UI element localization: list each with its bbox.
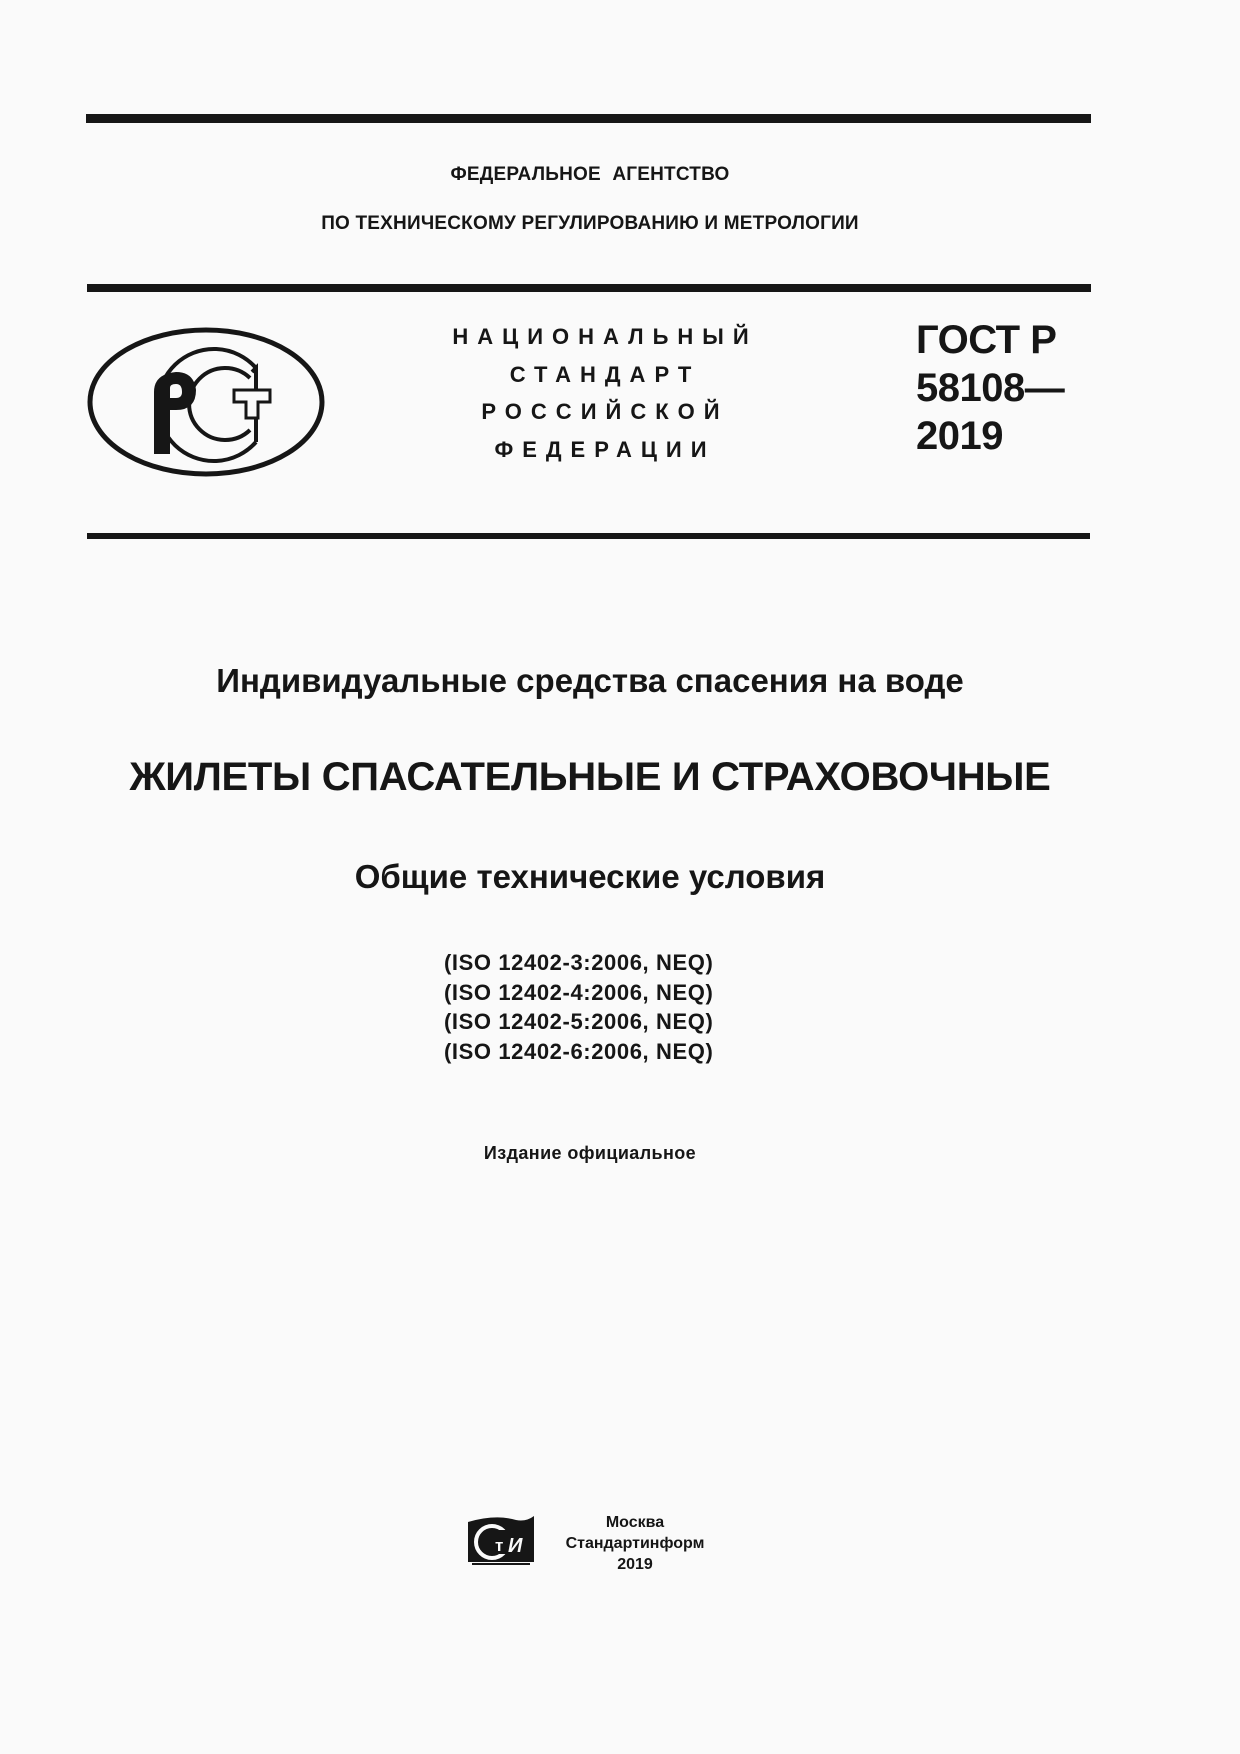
designation-line-1: ГОСТ Р: [916, 318, 1057, 362]
agency-name-line-1: ФЕДЕРАЛЬНОЕ АГЕНТСТВО: [450, 164, 730, 185]
iso-references: [444, 948, 713, 1066]
publisher-year: 2019: [617, 1556, 653, 1573]
title-sub: Общие технические условия: [354, 858, 826, 895]
title-group: Индивидуальные средства спасения на воде: [216, 662, 964, 699]
standard-type-line: СТАНДАРТ: [509, 361, 701, 387]
bottom-rule: [87, 533, 1090, 539]
title-main: ЖИЛЕТЫ СПАСАТЕЛЬНЫЕ И СТРАХОВОЧНЫЕ: [129, 755, 1051, 799]
iso-reference: (ISO 12402-4:2006, NEQ): [444, 979, 714, 1005]
designation-line-2: 58108—: [916, 366, 1065, 410]
top-rule: [86, 114, 1091, 123]
iso-reference: (ISO 12402-5:2006, NEQ): [444, 1009, 714, 1034]
standard-type-block: [440, 318, 770, 468]
publisher-city: Москва: [605, 1514, 665, 1531]
iso-reference: (ISO 12402-3:2006, NEQ): [444, 950, 714, 975]
svg-text:И: И: [508, 1535, 523, 1557]
svg-text:т: т: [495, 1536, 504, 1555]
standard-type-line: ФЕДЕРАЦИИ: [494, 436, 716, 462]
publisher-name: Стандартинформ: [565, 1535, 705, 1552]
standard-type-line: НАЦИОНАЛЬНЫЙ: [452, 324, 758, 349]
designation-line-3: 2019: [916, 414, 1003, 458]
standartinform-sti-logo-icon: [466, 1512, 536, 1568]
standard-designation: [916, 316, 1064, 460]
standard-type-line: РОССИЙСКОЙ: [481, 399, 729, 424]
edition-label: Издание официальное: [483, 1143, 697, 1163]
iso-reference: (ISO 12402-6:2006, NEQ): [444, 1038, 714, 1064]
agency-name-line-2: ПО ТЕХНИЧЕСКОМУ РЕГУЛИРОВАНИЮ И МЕТРОЛОГИИ: [321, 213, 859, 234]
middle-rule: [87, 284, 1091, 292]
publisher-info: [555, 1512, 715, 1575]
rst-certification-mark-icon: [86, 326, 326, 478]
